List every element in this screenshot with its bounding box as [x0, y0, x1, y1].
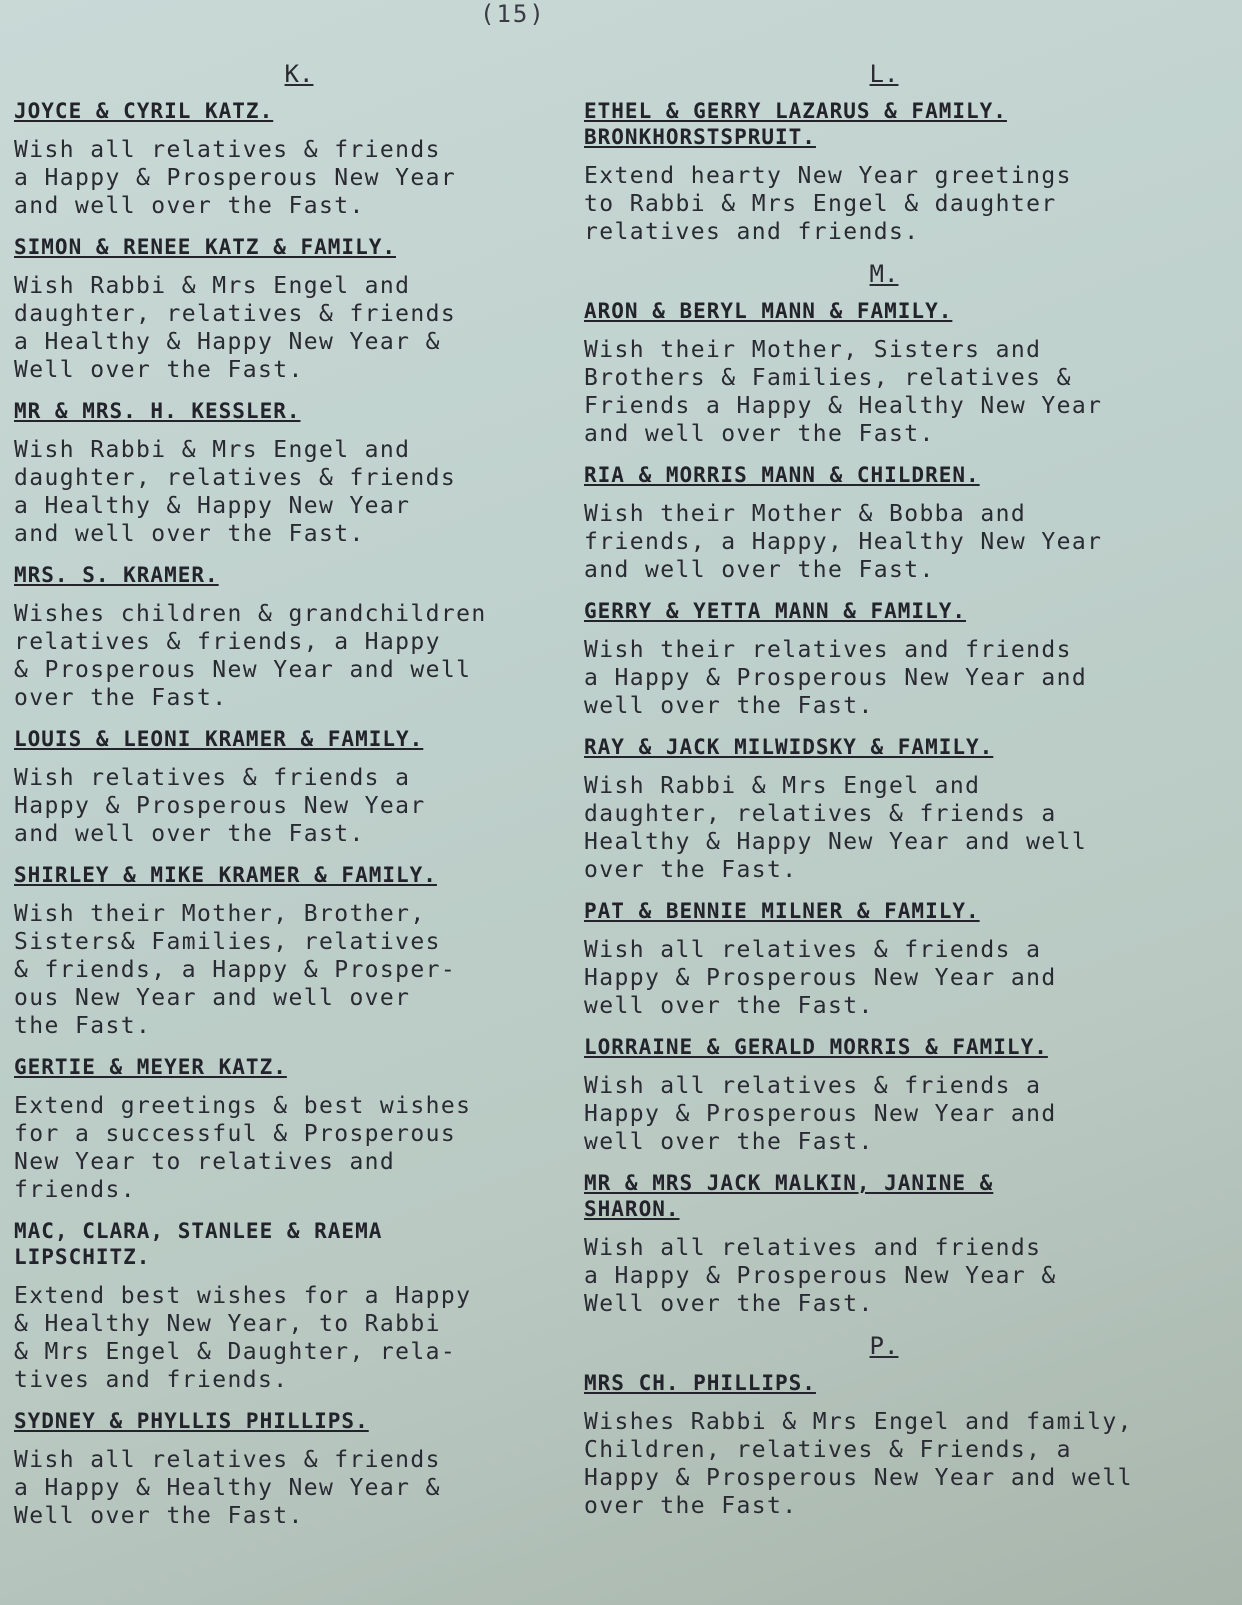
entry: [584, 98, 1184, 246]
entry-message: Wish all relatives & friends a Happy & Healthy New Year & Well over the Fast.: [14, 1447, 441, 1529]
entry-name: MRS CH. PHILLIPS.: [584, 1371, 816, 1395]
entry: [584, 1370, 1184, 1520]
entry-name: MR & MRS JACK MALKIN, JANINE & SHARON.: [584, 1171, 994, 1221]
entry-name: JOYCE & CYRIL KATZ.: [14, 99, 274, 123]
section-letter-m: M.: [869, 260, 899, 288]
entry: [14, 562, 584, 712]
entry-name: ETHEL & GERRY LAZARUS & FAMILY. BRONKHORSTSPRUIT.: [584, 99, 1007, 149]
entry: [14, 726, 584, 848]
entry-name: LOUIS & LEONI KRAMER & FAMILY.: [14, 727, 424, 751]
page-number: (15): [480, 0, 546, 28]
entry-message: Wish their relatives and friends a Happy & Prosperous New Year and well over the Fast.: [584, 637, 1088, 719]
entry: [14, 1218, 584, 1394]
entry-message: Wish their Mother, Brother, Sisters& Families, relatives & friends, a Happy & Prosper- ous New Year and well over the Fast.: [14, 901, 457, 1039]
entry-message: Wish Rabbi & Mrs Engel and daughter, relatives & friends a Healthy & Happy New Year & Well over the Fast.: [14, 273, 457, 383]
entry: [584, 462, 1184, 584]
entry-message: Wish Rabbi & Mrs Engel and daughter, relatives & friends a Healthy & Happy New Year and well over the Fast.: [584, 773, 1088, 883]
entry-message: Wish all relatives & friends a Happy & Prosperous New Year and well over the Fast.: [584, 937, 1057, 1019]
entry: [584, 1034, 1184, 1156]
entry-name: GERRY & YETTA MANN & FAMILY.: [584, 599, 967, 623]
entry: [584, 898, 1184, 1020]
entry-message: Extend greetings & best wishes for a successful & Prosperous New Year to relatives and friends.: [14, 1093, 472, 1203]
entry-message: Wishes Rabbi & Mrs Engel and family, Children, relatives & Friends, a Happy & Prosperous New Year and well over the Fast.: [584, 1409, 1133, 1519]
entry-message: Wish their Mother & Bobba and friends, a Happy, Healthy New Year and well over the Fast.: [584, 501, 1103, 583]
entry-message: Wish their Mother, Sisters and Brothers & Families, relatives & Friends a Happy & Healthy New Year and well over the Fast.: [584, 337, 1103, 447]
entry-name: RAY & JACK MILWIDSKY & FAMILY.: [584, 735, 994, 759]
entry-name: SHIRLEY & MIKE KRAMER & FAMILY.: [14, 863, 437, 887]
section-letter-k: K.: [284, 60, 314, 88]
entry-message: Wish all relatives & friends a Happy & Prosperous New Year and well over the Fast.: [14, 137, 457, 219]
section-letter-l: L.: [869, 60, 899, 88]
right-column: [584, 60, 1184, 1534]
entry: [14, 1054, 584, 1204]
entry-name: MR & MRS. H. KESSLER.: [14, 399, 301, 423]
entry-message: Wish Rabbi & Mrs Engel and daughter, relatives & friends a Healthy & Happy New Year and well over the Fast.: [14, 437, 457, 547]
entry-name: RIA & MORRIS MANN & CHILDREN.: [584, 463, 980, 487]
entry-name: ARON & BERYL MANN & FAMILY.: [584, 299, 953, 323]
entry-name: LORRAINE & GERALD MORRIS & FAMILY.: [584, 1035, 1048, 1059]
entry-name: PAT & BENNIE MILNER & FAMILY.: [584, 899, 980, 923]
entry: [14, 1408, 584, 1530]
entry: [584, 598, 1184, 720]
entry-message: Extend hearty New Year greetings to Rabbi & Mrs Engel & daughter relatives and friends.: [584, 163, 1072, 245]
entry-message: Wishes children & grandchildren relatives & friends, a Happy & Prosperous New Year and well over the Fast.: [14, 601, 487, 711]
entry-message: Extend best wishes for a Happy & Healthy New Year, to Rabbi & Mrs Engel & Daughter, rela- tives and friends.: [14, 1283, 472, 1393]
entry-message: Wish all relatives and friends a Happy & Prosperous New Year & Well over the Fast.: [584, 1235, 1057, 1317]
entry-name: SIMON & RENEE KATZ & FAMILY.: [14, 235, 397, 259]
entry: [584, 734, 1184, 884]
entry-name: GERTIE & MEYER KATZ.: [14, 1055, 287, 1079]
entry: [14, 98, 584, 220]
entry: [14, 862, 584, 1040]
entry: [584, 298, 1184, 448]
section-letter-p: P.: [869, 1332, 899, 1360]
entry: [14, 398, 584, 548]
left-column: [14, 60, 584, 1544]
entry-message: Wish relatives & friends a Happy & Prosperous New Year and well over the Fast.: [14, 765, 426, 847]
entry-name: MRS. S. KRAMER.: [14, 563, 219, 587]
entry-name: SYDNEY & PHYLLIS PHILLIPS.: [14, 1409, 369, 1433]
entry-message: Wish all relatives & friends a Happy & Prosperous New Year and well over the Fast.: [584, 1073, 1057, 1155]
entry-name: MAC, CLARA, STANLEE & RAEMA LIPSCHITZ.: [14, 1219, 383, 1269]
entry: [584, 1170, 1184, 1318]
entry: [14, 234, 584, 384]
